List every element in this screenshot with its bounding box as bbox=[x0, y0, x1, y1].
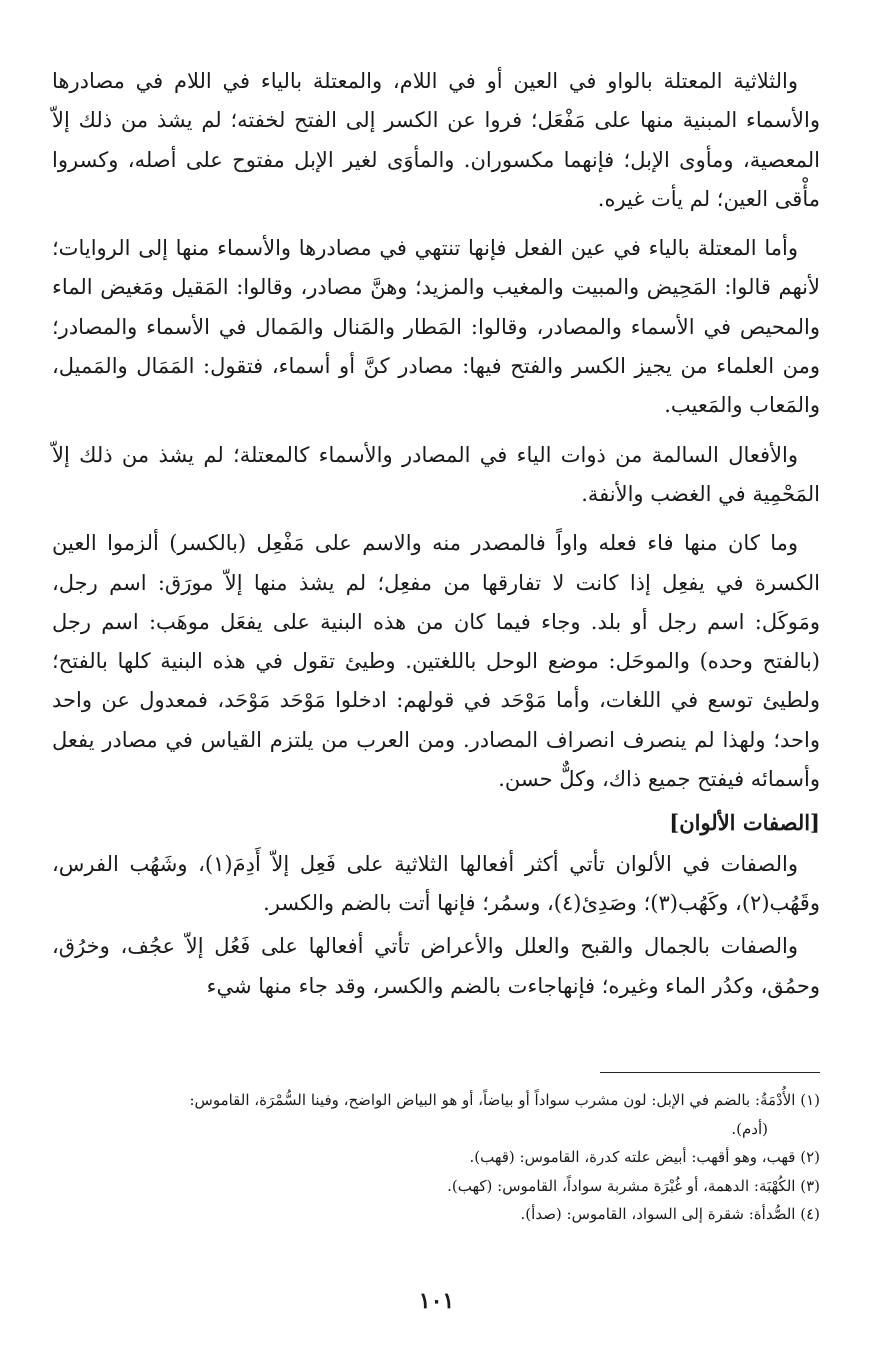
footnote-2: (٢) قهب، وهو أقهب: أبيض علته كدرة، القاموس: (قهب). bbox=[469, 1148, 820, 1166]
section-paragraph-2: والصفات بالجمال والقبح والعلل والأعراض تأتي أفعالها على فَعُل إلاّ عجُف، وخرُق، وحمُق، وكدُر الماء وغيره؛ فإنهاجاءت بالضم والكسر، وقد جاء منها شيء bbox=[52, 934, 820, 998]
footnote-4: (٤) الصُّدأة: شقرة إلى السواد، القاموس: (صدأ). bbox=[520, 1205, 820, 1223]
footnote-divider bbox=[600, 1072, 820, 1073]
page-number: ١٠١ bbox=[418, 1288, 455, 1314]
footnote-3: (٣) الكُهْبَة: الدهمة، أو غُبْرَة مشربة سواداً، القاموس: (كهب). bbox=[447, 1176, 820, 1195]
paragraph-2: وأما المعتلة بالياء في عين الفعل فإنها تنتهي في مصادرها والأسماء منها إلى الروايات؛ لأنهم قالوا: المَحِيض والمبيت والمغيب والمزيد؛ وهنَّ مصادر، وقالوا: المَقيل ومَغيض الماء والمحيص في الأسماء والمصادر، وقالوا: المَطار والمَنال والمَمال في الأسماء والمصادر؛ ومن العلماء من يجيز الكسر والفتح فيها: مصادر كنَّ أو أسماء، فتقول: المَمَال والمَميل، والمَعاب والمَعيب. bbox=[52, 236, 820, 418]
paragraph-4: وما كان منها فاء فعله واواً فالمصدر منه والاسم على مَفْعِل (بالكسر) ألزموا العين الكسرة في يفعِل إذا كانت لا تفارقها من مفعِل؛ لم يشذ منها إلاّ مورَق: اسم رجل، ومَوكَل: اسم رجل أو بلد. وجاء فيما كان من هذه البنية على يفعَل موهَب: اسم رجل (بالفتح وحده) والموحَل: موضع الوحل باللغتين. وطيئ تقول في هذه البنية كلها بالفتح؛ ولطيئ توسع في اللغات، وأما مَوْحَد في قولهم: ادخلوا مَوْحَد مَوْحَد، فمعدول عن واحد واحد؛ ولهذا لم ينصرف انصراف المصادر. ومن العرب من يلتزم القياس في مصادر يفعل وأسمائه فيفتح جميع ذاك، وكلٌّ حسن. bbox=[52, 531, 820, 792]
paragraph-1: والثلاثية المعتلة بالواو في العين أو في اللام، والمعتلة بالياء في اللام في مصادرها والأسماء المبنية منها على مَفْعَل؛ فروا عن الكسر إلى الفتح لخفته؛ لم يشذ من ذلك إلاّ المعصية، ومأوى الإبل؛ فإنهما مكسوران. والمأوَى لغير الإبل مفتوح على أصله، وكسروا مأْقى العين؛ لم يأت غيره. bbox=[52, 69, 820, 211]
footnote-1-continuation: (أدم). bbox=[731, 1119, 768, 1138]
section-paragraph-1: والصفات في الألوان تأتي أكثر أفعالها الثلاثية على فَعِل إلاّ أَدِمَ(١)، وشَهُب الفرس، وقَهُب(٢)، وكَهُب(٣)؛ وصَدِئ(٤)، وسمُر؛ فإنها أتت بالضم والكسر. bbox=[52, 851, 820, 915]
main-text bbox=[52, 62, 820, 1016]
footnote-1: (١) الأُدْمَةُ: بالضم في الإبل: لون مشرب سواداً أو بياضاً، أو هو البياض الواضح، وفينا السُّمْرَة، القاموس: bbox=[189, 1091, 820, 1109]
paragraph-3: والأفعال السالمة من ذوات الياء في المصادر والأسماء كالمعتلة؛ لم يشذ من ذلك إلاّ المَحْمِية في الغضب والأنفة. bbox=[52, 442, 820, 506]
section-heading: [الصفات الألوان] bbox=[669, 810, 820, 836]
footnotes bbox=[52, 1086, 820, 1229]
